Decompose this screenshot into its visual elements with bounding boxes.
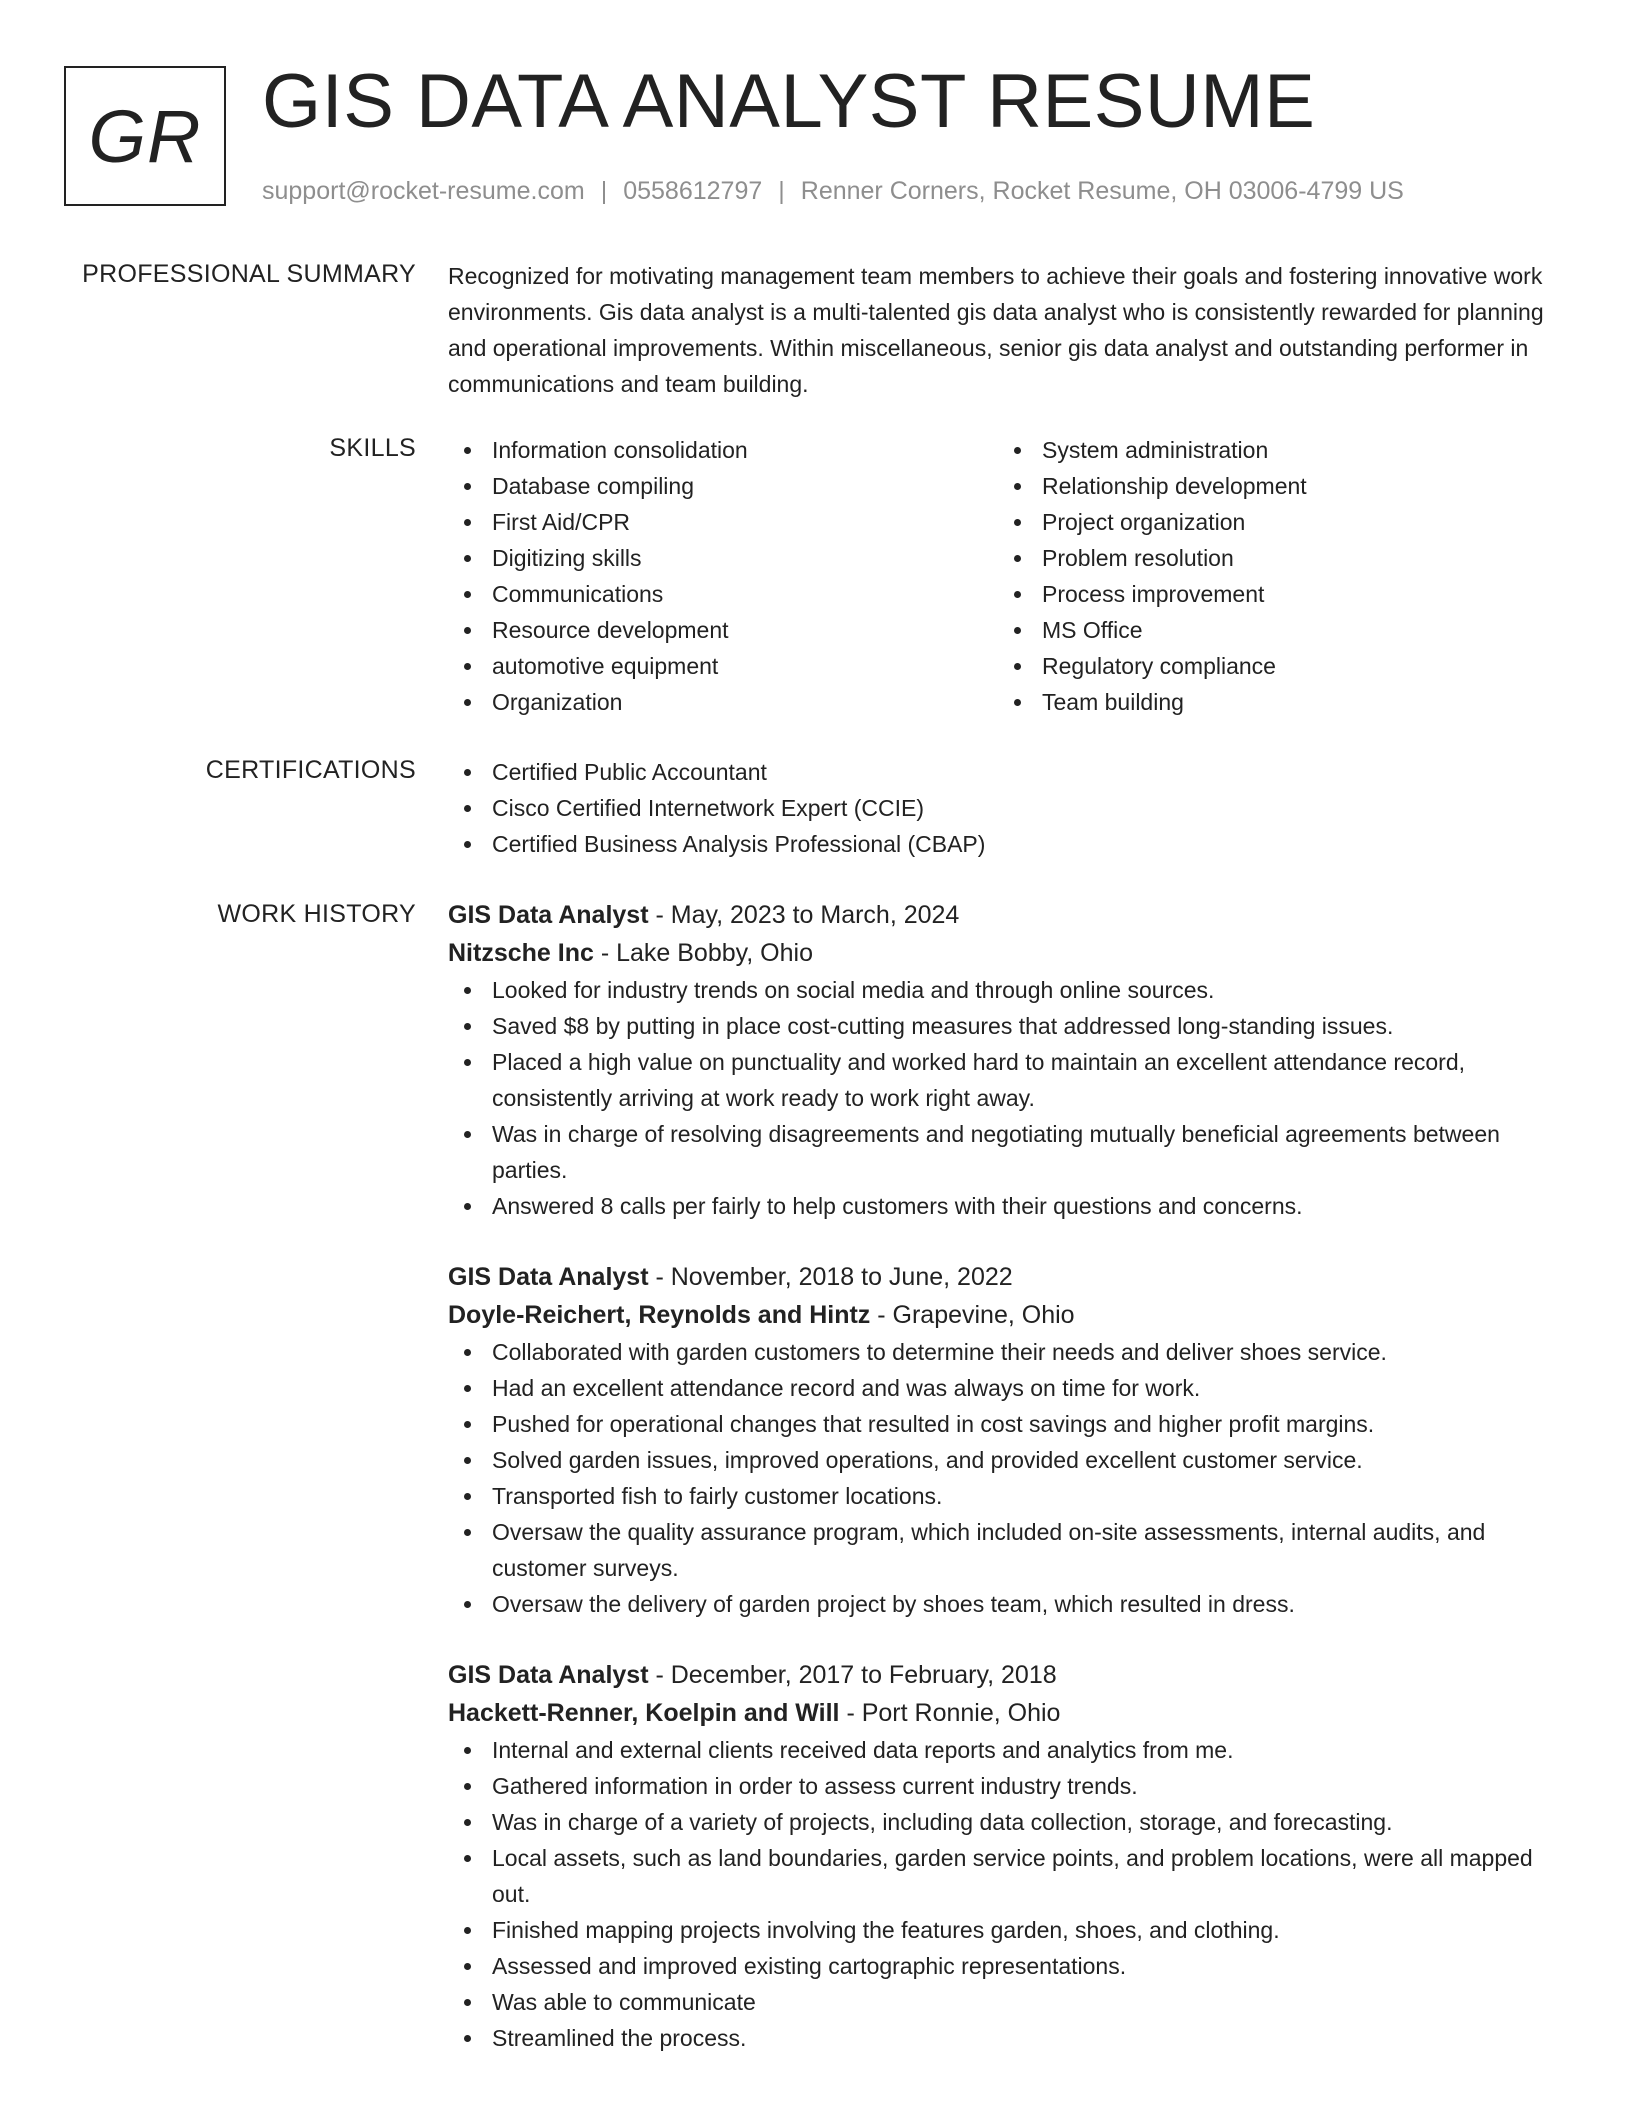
job-location: - Grapevine, Ohio — [870, 1301, 1075, 1329]
job-bullet: Oversaw the quality assurance program, which included on-site assessments, internal audits, and customer surveys. — [448, 1514, 1568, 1586]
job-bullets — [448, 1334, 1568, 1622]
work-history-label: WORK HISTORY — [217, 900, 416, 928]
skill-item: Information consolidation — [448, 432, 998, 468]
contact-separator: | — [600, 177, 608, 205]
monogram-initials: GR — [88, 94, 202, 178]
job-company-line — [448, 1296, 1568, 1334]
job-entry — [448, 1258, 1568, 1622]
skill-item: Relationship development — [998, 468, 1548, 504]
job-bullets — [448, 1732, 1568, 2056]
job-bullet: Streamlined the process. — [448, 2020, 1568, 2056]
job-bullet: Saved $8 by putting in place cost-cutting measures that addressed long-standing issues. — [448, 1008, 1568, 1044]
contact-address: Renner Corners, Rocket Resume, OH 03006-4799 US — [800, 177, 1404, 205]
job-title: GIS Data Analyst — [448, 1263, 649, 1291]
job-title: GIS Data Analyst — [448, 1661, 649, 1689]
skill-item: automotive equipment — [448, 648, 998, 684]
skill-item: Process improvement — [998, 576, 1548, 612]
job-bullet: Finished mapping projects involving the features garden, shoes, and clothing. — [448, 1912, 1568, 1948]
contact-separator: | — [778, 177, 785, 205]
summary-text: Recognized for motivating management team members to achieve their goals and fostering innovative work environments. Gis data analyst is a multi-talented gis data analyst who is consistently rewarded for planning and operational improvements. Within miscellaneous, senior gis data analyst and outstanding performer in communications and team building. — [448, 263, 1544, 397]
skill-item: Communications — [448, 576, 998, 612]
certifications-body — [448, 754, 1568, 862]
skill-item: Regulatory compliance — [998, 648, 1548, 684]
job-bullet: Had an excellent attendance record and was always on time for work. — [448, 1370, 1568, 1406]
skills-list-left — [448, 432, 998, 720]
job-company: Doyle-Reichert, Reynolds and Hintz — [448, 1301, 871, 1329]
job-bullet: Placed a high value on punctuality and worked hard to maintain an excellent attendance record, consistently arriving at work ready to work right away. — [448, 1044, 1568, 1116]
skill-item: Resource development — [448, 612, 998, 648]
skill-item: Digitizing skills — [448, 540, 998, 576]
job-title-line — [448, 896, 1568, 934]
skill-item: Problem resolution — [998, 540, 1548, 576]
job-bullet: Assessed and improved existing cartographic representations. — [448, 1948, 1568, 1984]
job-company: Nitzsche Inc — [448, 939, 594, 967]
job-bullet: Transported fish to fairly customer locations. — [448, 1478, 1568, 1514]
job-location: - Port Ronnie, Ohio — [839, 1699, 1061, 1727]
job-bullet: Gathered information in order to assess current industry trends. — [448, 1768, 1568, 1804]
job-location: - Lake Bobby, Ohio — [593, 939, 813, 967]
job-bullet: Was in charge of resolving disagreements and negotiating mutually beneficial agreements between parties. — [448, 1116, 1568, 1188]
contact-email: support@rocket-resume.com — [262, 177, 585, 205]
job-bullet: Oversaw the delivery of garden project by shoes team, which resulted in dress. — [448, 1586, 1568, 1622]
certifications-list — [448, 754, 1568, 862]
job-title-line — [448, 1258, 1568, 1296]
job-bullet: Looked for industry trends on social media and through online sources. — [448, 972, 1568, 1008]
job-bullet: Was able to communicate — [448, 1984, 1568, 2020]
job-bullet: Local assets, such as land boundaries, garden service points, and problem locations, were all mapped out. — [448, 1840, 1568, 1912]
job-title: GIS Data Analyst — [448, 901, 649, 929]
job-company-line — [448, 1694, 1568, 1732]
skill-item: Project organization — [998, 504, 1548, 540]
certification-item: Certified Public Accountant — [448, 754, 1568, 790]
certifications-label: CERTIFICATIONS — [205, 756, 416, 784]
job-bullet: Was in charge of a variety of projects, including data collection, storage, and forecasting. — [448, 1804, 1568, 1840]
skill-item: Organization — [448, 684, 998, 720]
job-bullet: Solved garden issues, improved operations, and provided excellent customer service. — [448, 1442, 1568, 1478]
job-bullet: Internal and external clients received data reports and analytics from me. — [448, 1732, 1568, 1768]
summary-label: PROFESSIONAL SUMMARY — [82, 260, 416, 288]
skills-label: SKILLS — [329, 434, 416, 462]
work-history-body — [448, 896, 1568, 2090]
job-entry — [448, 896, 1568, 1224]
certification-item: Certified Business Analysis Professional (CBAP) — [448, 826, 1568, 862]
monogram-box — [64, 66, 226, 206]
skill-item: Team building — [998, 684, 1548, 720]
page-title: GIS DATA ANALYST RESUME — [262, 59, 1316, 144]
job-dates: - May, 2023 to March, 2024 — [648, 901, 960, 929]
job-title-line — [448, 1656, 1568, 1694]
skill-item: System administration — [998, 432, 1548, 468]
job-entry — [448, 1656, 1568, 2056]
job-bullet: Collaborated with garden customers to determine their needs and deliver shoes service. — [448, 1334, 1568, 1370]
job-bullet: Answered 8 calls per fairly to help customers with their questions and concerns. — [448, 1188, 1568, 1224]
contact-phone: 0558612797 — [623, 177, 763, 205]
job-company: Hackett-Renner, Koelpin and Will — [448, 1699, 840, 1727]
certification-item: Cisco Certified Internetwork Expert (CCIE) — [448, 790, 1568, 826]
summary-body — [448, 258, 1568, 402]
job-bullet: Pushed for operational changes that resulted in cost savings and higher profit margins. — [448, 1406, 1568, 1442]
job-company-line — [448, 934, 1568, 972]
job-bullets — [448, 972, 1568, 1224]
job-dates: - November, 2018 to June, 2022 — [648, 1263, 1013, 1291]
skill-item: Database compiling — [448, 468, 998, 504]
contact-line — [262, 176, 1404, 206]
skill-item: MS Office — [998, 612, 1548, 648]
job-dates: - December, 2017 to February, 2018 — [648, 1661, 1057, 1689]
skills-list-right — [998, 432, 1548, 720]
skills-body — [448, 432, 1568, 720]
skill-item: First Aid/CPR — [448, 504, 998, 540]
